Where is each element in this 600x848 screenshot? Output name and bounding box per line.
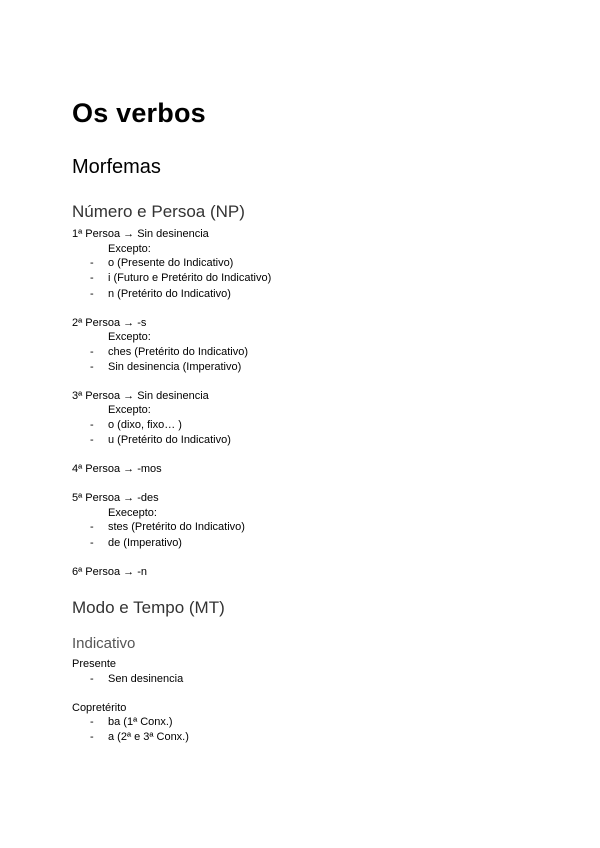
list-item: a (2ª e 3ª Conx.) [108, 731, 189, 743]
dash-marker: - [90, 419, 94, 431]
heading-numero-persoa: Número e Persoa (NP) [72, 202, 245, 221]
list-item: o (Presente do Indicativo) [108, 257, 234, 269]
heading-indicativo: Indicativo [72, 635, 136, 652]
persoa-1-except: Excepto: [108, 243, 151, 255]
persoa-6-label: 6ª Persoa → -n [72, 566, 147, 578]
heading-modo-tempo: Modo e Tempo (MT) [72, 598, 225, 617]
section-title-morfemas: Morfemas [72, 156, 161, 178]
dash-marker: - [90, 521, 94, 533]
persoa-2-label: 2ª Persoa → -s [72, 317, 147, 329]
persoa-5-label: 5ª Persoa → -des [72, 492, 159, 504]
dash-marker: - [90, 272, 94, 284]
list-item: i (Futuro e Pretérito do Indicativo) [108, 272, 272, 284]
page-title: Os verbos [72, 98, 206, 128]
dash-marker: - [90, 537, 94, 549]
list-item: Sen desinencia [108, 673, 184, 685]
persoa-5-except: Execepto: [108, 507, 157, 519]
dash-marker: - [90, 673, 94, 685]
persoa-2-except: Excepto: [108, 331, 151, 343]
dash-marker: - [90, 434, 94, 446]
list-item: n (Pretérito do Indicativo) [108, 288, 231, 300]
dash-marker: - [90, 361, 94, 373]
list-item: de (Imperativo) [108, 537, 182, 549]
dash-marker: - [90, 716, 94, 728]
persoa-4-label: 4ª Persoa → -mos [72, 463, 162, 475]
list-item: stes (Pretérito do Indicativo) [108, 521, 245, 533]
dash-marker: - [90, 731, 94, 743]
dash-marker: - [90, 346, 94, 358]
list-item: o (dixo, fixo… ) [108, 419, 182, 431]
list-item: ches (Pretérito do Indicativo) [108, 346, 249, 358]
list-item: Sin desinencia (Imperativo) [108, 361, 242, 373]
copreterito-label: Copretérito [72, 702, 127, 714]
list-item: u (Pretérito do Indicativo) [108, 434, 231, 446]
persoa-3-label: 3ª Persoa → Sin desinencia [72, 390, 209, 402]
dash-marker: - [90, 257, 94, 269]
persoa-3-except: Excepto: [108, 404, 151, 416]
presente-label: Presente [72, 658, 117, 670]
dash-marker: - [90, 288, 94, 300]
list-item: ba (1ª Conx.) [108, 716, 173, 728]
persoa-1-label: 1ª Persoa → Sin desinencia [72, 228, 209, 240]
